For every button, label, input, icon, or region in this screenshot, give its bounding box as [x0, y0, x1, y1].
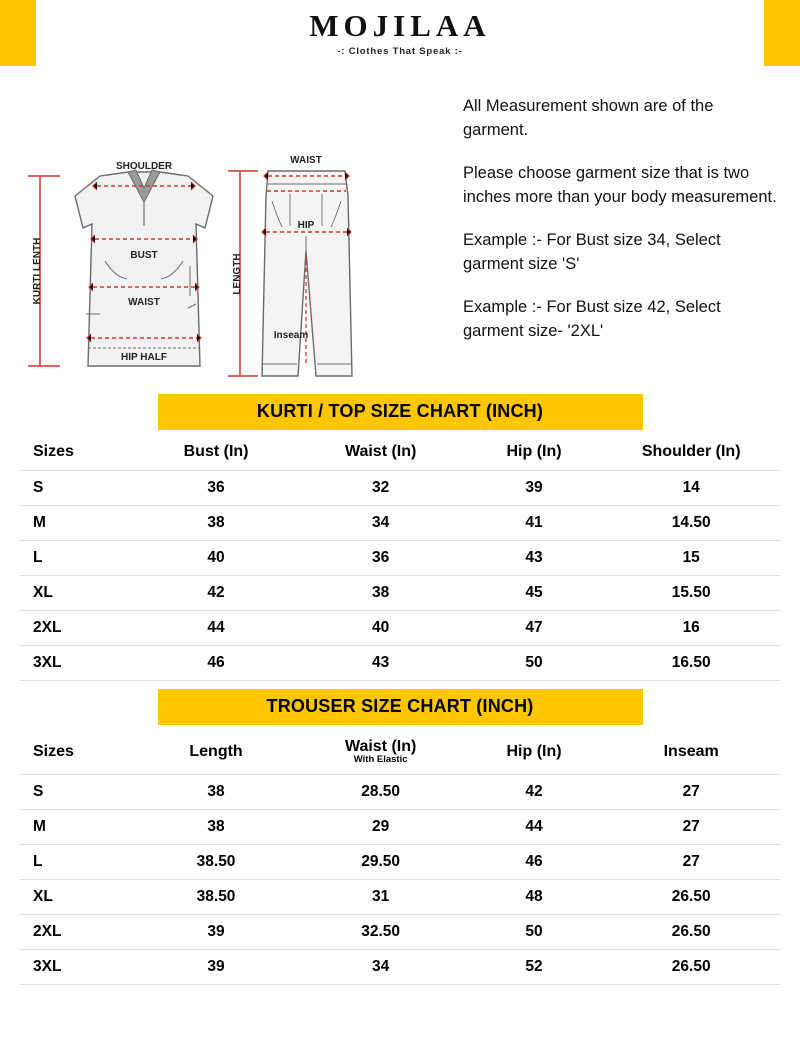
kurti-title-wrap	[0, 386, 800, 434]
cell-size: 2XL	[19, 611, 137, 646]
illustration-and-notes	[0, 66, 800, 386]
cell-shoulder: 15.50	[601, 576, 781, 611]
cell-waist: 43	[295, 646, 467, 681]
cell-shoulder: 15	[601, 541, 781, 576]
cell-length: 38.50	[137, 880, 294, 915]
brand-block	[36, 0, 764, 66]
table-row	[19, 845, 781, 880]
cell-shoulder: 14.50	[601, 506, 781, 541]
cell-inseam: 27	[601, 845, 781, 880]
cell-inseam: 27	[601, 775, 781, 810]
cell-bust: 40	[137, 541, 294, 576]
garment-diagrams	[0, 76, 445, 386]
label-kurti-bust: BUST	[130, 250, 158, 261]
cell-size: 3XL	[19, 950, 137, 985]
cell-size: M	[19, 810, 137, 845]
cell-hip: 42	[467, 775, 602, 810]
cell-waist: 32	[295, 471, 467, 506]
header-hip: Hip (In)	[467, 434, 602, 471]
cell-inseam: 27	[601, 810, 781, 845]
cell-waist: 28.50	[295, 775, 467, 810]
trouser-chart-title: TROUSER SIZE CHART (INCH)	[158, 689, 643, 725]
cell-hip: 47	[467, 611, 602, 646]
cell-bust: 46	[137, 646, 294, 681]
label-trouser-inseam: Inseam	[273, 330, 309, 341]
cell-hip: 48	[467, 880, 602, 915]
cell-size: S	[19, 775, 137, 810]
cell-hip: 44	[467, 810, 602, 845]
note-2: Please choose garment size that is two inches more than your body measurement.	[463, 164, 777, 206]
header-waist-subnote: With Elastic	[353, 754, 408, 765]
header-hip: Hip (In)	[467, 729, 602, 775]
label-trouser-hip: HIP	[297, 220, 315, 231]
cell-shoulder: 14	[601, 471, 781, 506]
header-waist: Waist (In)	[295, 434, 467, 471]
cell-length: 39	[137, 950, 294, 985]
cell-length: 39	[137, 915, 294, 950]
label-kurti-shoulder: SHOULDER	[115, 161, 173, 172]
note-4: Example :- For Bust size 42, Select garment size- '2XL'	[463, 298, 721, 340]
table-row	[19, 611, 781, 646]
table-row	[19, 880, 781, 915]
cell-size: XL	[19, 880, 137, 915]
cell-waist: 36	[295, 541, 467, 576]
table-row	[19, 646, 781, 681]
cell-size: M	[19, 506, 137, 541]
cell-hip: 46	[467, 845, 602, 880]
kurti-diagram	[28, 161, 213, 366]
table-row	[19, 915, 781, 950]
cell-size: 3XL	[19, 646, 137, 681]
cell-hip: 50	[467, 915, 602, 950]
header-inseam: Inseam	[601, 729, 781, 775]
label-kurti-hip-half: HIP HALF	[121, 352, 167, 363]
table-row	[19, 471, 781, 506]
label-trouser-waist: WAIST	[290, 155, 322, 166]
label-trouser-length: LENGTH	[232, 253, 243, 295]
brand-name: MOJILAA	[309, 7, 491, 43]
cell-shoulder: 16.50	[601, 646, 781, 681]
cell-size: S	[19, 471, 137, 506]
table-row	[19, 541, 781, 576]
cell-size: L	[19, 541, 137, 576]
cell-length: 38	[137, 810, 294, 845]
cell-shoulder: 16	[601, 611, 781, 646]
header-shoulder: Shoulder (In)	[601, 434, 781, 471]
cell-bust: 38	[137, 506, 294, 541]
cell-size: XL	[19, 576, 137, 611]
cell-waist: 40	[295, 611, 467, 646]
cell-hip: 41	[467, 506, 602, 541]
cell-hip: 52	[467, 950, 602, 985]
table-row	[19, 950, 781, 985]
cell-inseam: 26.50	[601, 950, 781, 985]
table-row	[19, 775, 781, 810]
cell-waist: 32.50	[295, 915, 467, 950]
trouser-title-wrap	[0, 681, 800, 729]
cell-waist: 29.50	[295, 845, 467, 880]
cell-size: 2XL	[19, 915, 137, 950]
cell-hip: 50	[467, 646, 602, 681]
table-row	[19, 506, 781, 541]
cell-waist: 31	[295, 880, 467, 915]
cell-length: 38.50	[137, 845, 294, 880]
header-length: Length	[137, 729, 294, 775]
figure-panel	[0, 76, 445, 386]
header-sizes: Sizes	[19, 729, 137, 775]
cell-size: L	[19, 845, 137, 880]
cell-length: 38	[137, 775, 294, 810]
cell-inseam: 26.50	[601, 880, 781, 915]
header-sizes: Sizes	[19, 434, 137, 471]
table-row	[19, 810, 781, 845]
measurement-notes	[445, 76, 800, 386]
kurti-chart-title: KURTI / TOP SIZE CHART (INCH)	[158, 394, 643, 430]
table-header-row	[19, 434, 781, 471]
table-row	[19, 576, 781, 611]
cell-hip: 39	[467, 471, 602, 506]
label-kurti-waist: WAIST	[128, 297, 160, 308]
cell-waist: 34	[295, 950, 467, 985]
page-header	[0, 0, 800, 66]
label-kurti-length: KURTI LENTH	[32, 237, 43, 305]
cell-waist: 34	[295, 506, 467, 541]
trouser-diagram	[228, 155, 352, 376]
note-3: Example :- For Bust size 34, Select garment size 'S'	[463, 231, 721, 273]
cell-bust: 42	[137, 576, 294, 611]
cell-waist: 29	[295, 810, 467, 845]
cell-hip: 43	[467, 541, 602, 576]
header-bust: Bust (In)	[137, 434, 294, 471]
cell-inseam: 26.50	[601, 915, 781, 950]
cell-hip: 45	[467, 576, 602, 611]
kurti-size-table	[19, 434, 781, 681]
cell-waist: 38	[295, 576, 467, 611]
cell-bust: 44	[137, 611, 294, 646]
note-1: All Measurement shown are of the garment.	[463, 97, 714, 139]
cell-bust: 36	[137, 471, 294, 506]
header-waist-label: Waist (In)	[344, 738, 417, 755]
header-waist	[295, 729, 467, 775]
table-header-row	[19, 729, 781, 775]
trouser-size-table	[19, 729, 781, 985]
brand-tagline: -: Clothes That Speak :-	[337, 45, 463, 57]
